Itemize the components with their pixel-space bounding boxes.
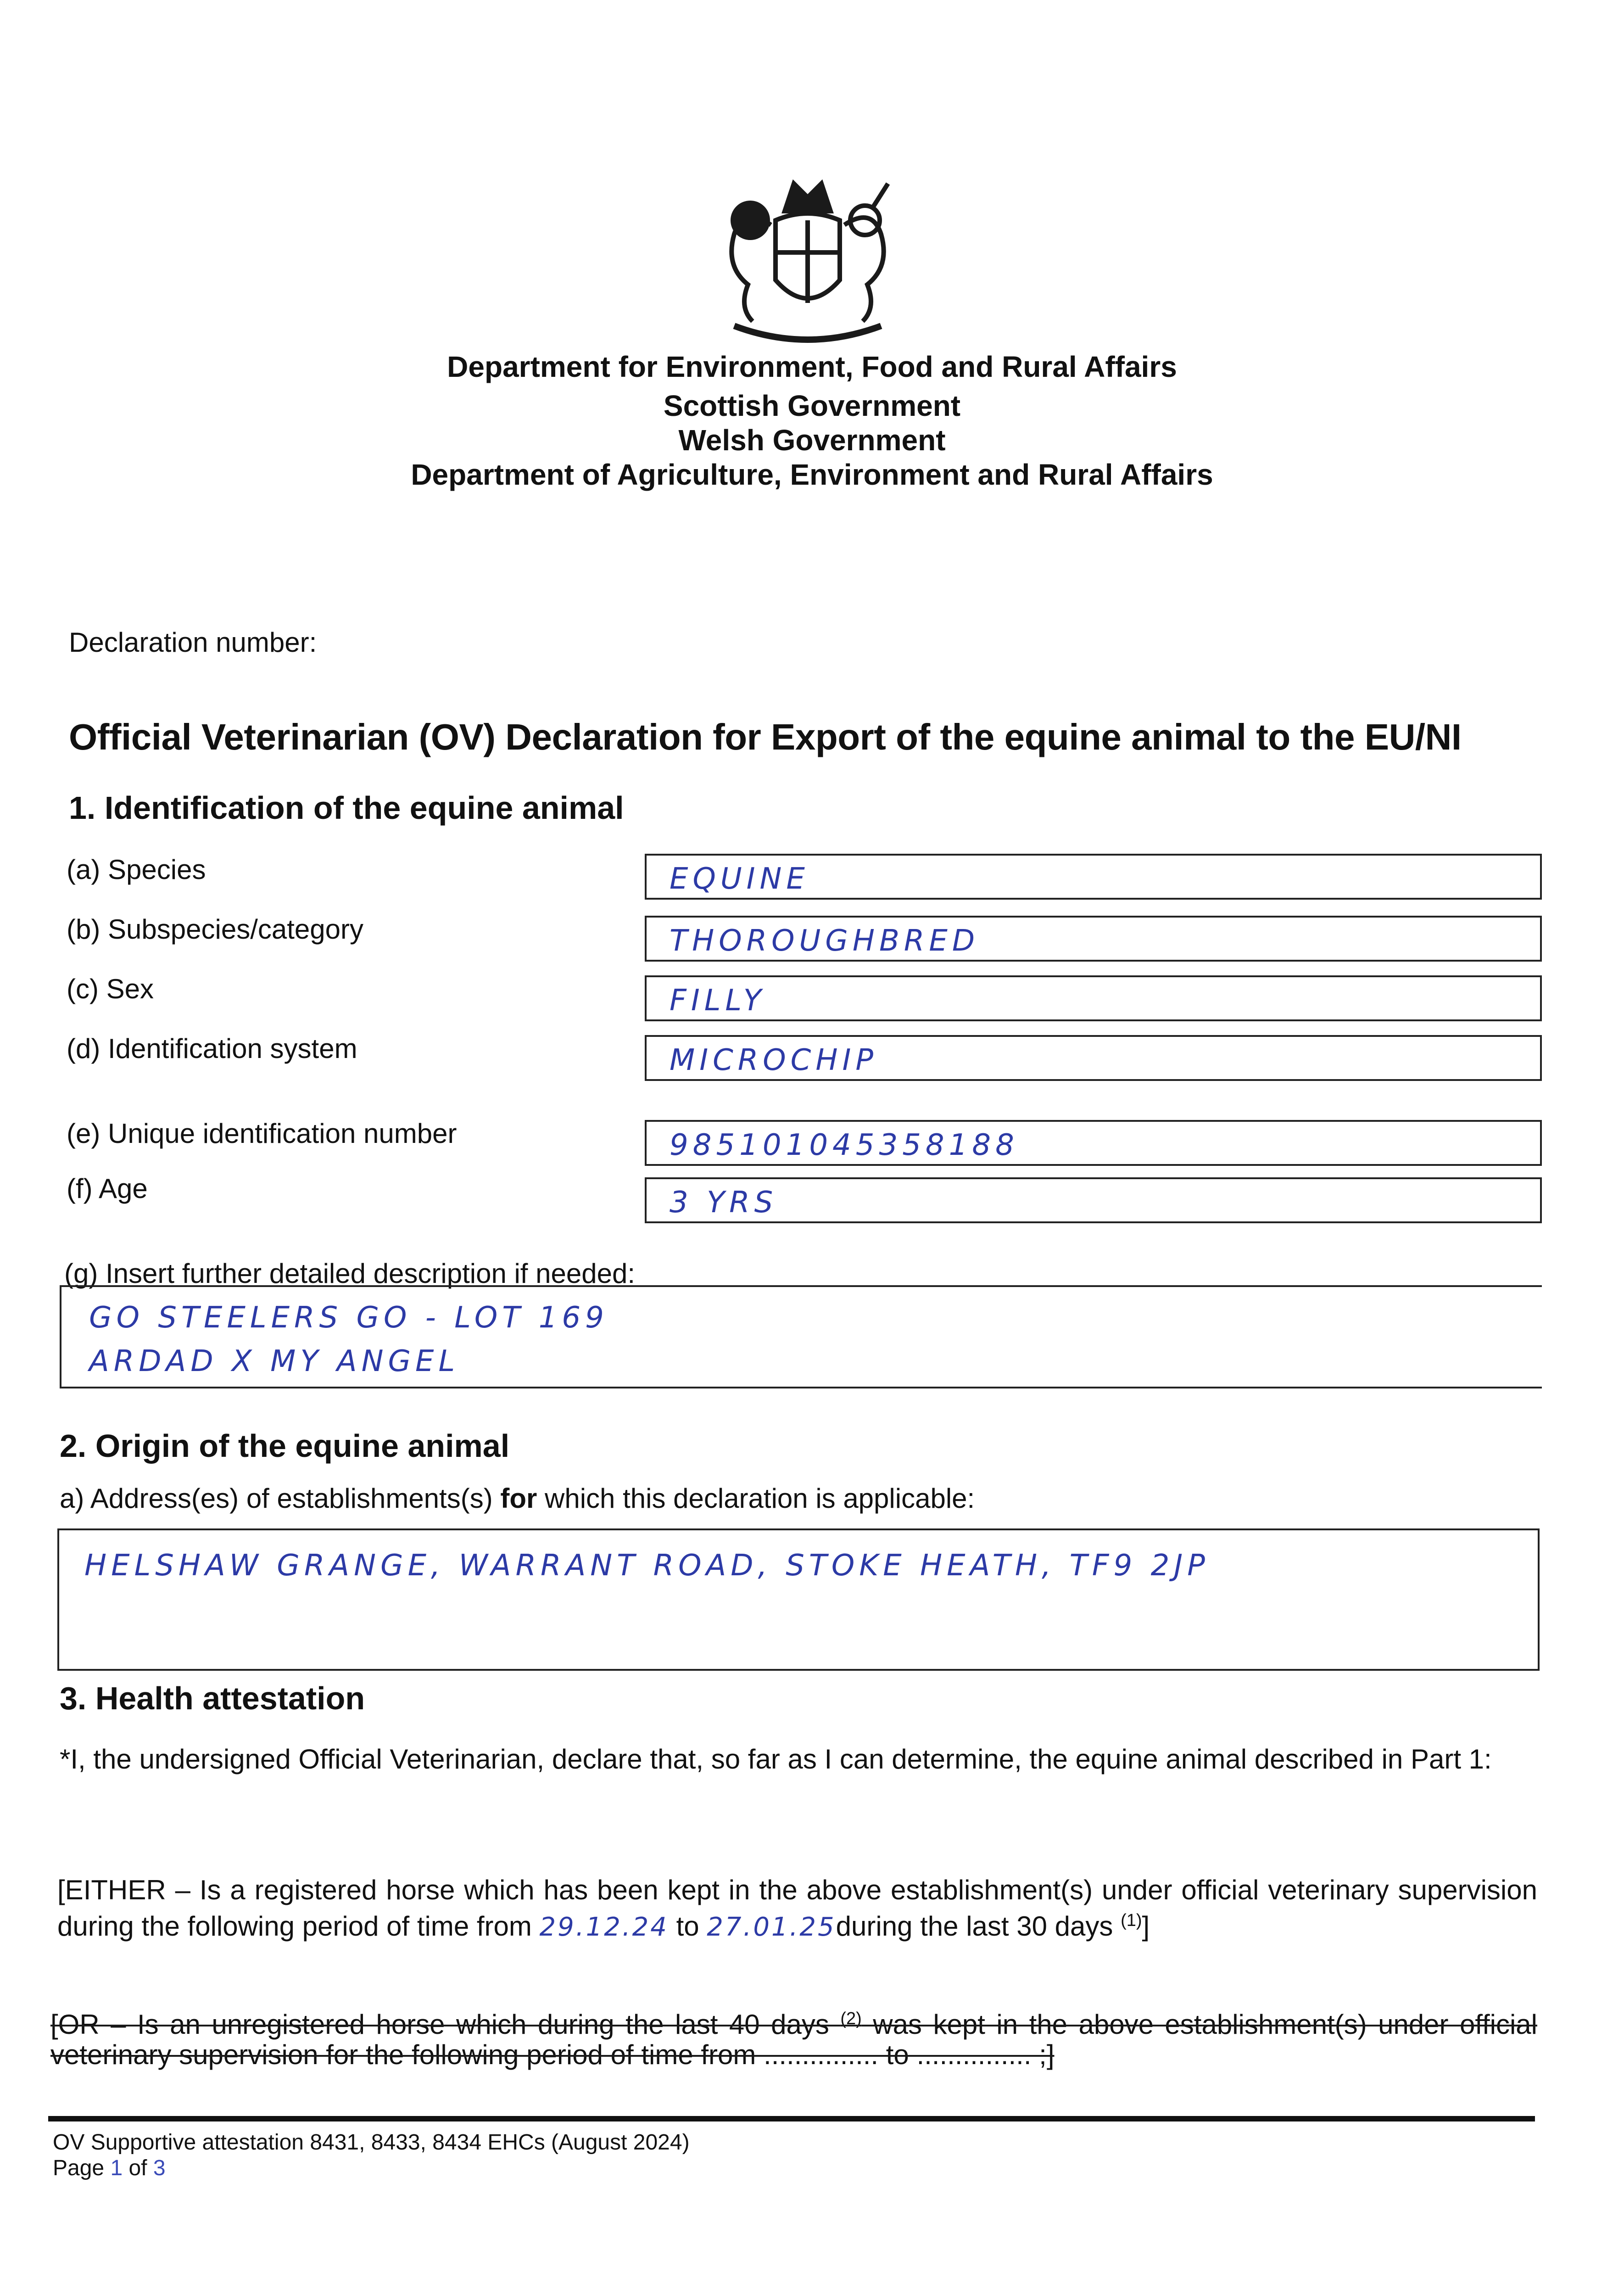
further-description-label: (g) Insert further detailed description if needed: [64, 1258, 636, 1289]
department-name-welsh-government: Welsh Government [678, 424, 946, 457]
address-field[interactable] [57, 1528, 1540, 1671]
section-2-heading: 2. Origin of the equine animal [60, 1428, 510, 1464]
either-from-date: 29.12.24 [539, 1912, 669, 1942]
page-number: Page 1 of 3 [53, 2156, 166, 2180]
sex-field[interactable] [645, 975, 1542, 1021]
department-name-scottish-government: Scottish Government [663, 389, 961, 422]
footer-divider [48, 2116, 1535, 2121]
section-1-heading: 1. Identification of the equine animal [69, 790, 624, 826]
species-value: EQUINE [670, 862, 809, 896]
species-label: (a) Species [67, 854, 206, 885]
further-description-field[interactable] [60, 1285, 1542, 1388]
footer-reference: OV Supportive attestation 8431, 8433, 8434 EHCs (August 2024) [53, 2130, 690, 2155]
department-name-defra: Department for Environment, Food and Rural Affairs [447, 350, 1177, 383]
either-to-date: 27.01.25 [707, 1912, 836, 1942]
further-description-line-1: GO STEELERS GO - LOT 169 [89, 1301, 608, 1335]
document-title: Official Veterinarian (OV) Declaration for Export of the equine animal to the EU/NI [69, 716, 1462, 757]
or-clause-struck-through: [OR – Is an unregistered horse which during the last 40 days $^{(2)}$ was kept in the above establishment(s) under official veterinary supervision for the following period of time from ............... to ............... ;] [50, 2009, 1537, 2070]
subspecies-field[interactable] [645, 916, 1542, 962]
identification-system-field[interactable] [645, 1035, 1542, 1081]
attestation-intro: *I, the undersigned Official Veterinarian, declare that, so far as I can determine, the equine animal described in Part 1: [60, 1744, 1492, 1774]
section-3-heading: 3. Health attestation [60, 1680, 365, 1716]
address-value: HELSHAW GRANGE, WARRANT ROAD, STOKE HEATH, TF9 2JP [84, 1549, 1210, 1583]
either-clause: [EITHER – Is a registered horse which has been kept in the above establishment(s) under official veterinary supervision during the following period of time from 29.12.24 to 27.01.25during the last 30 days $^{(1)}$] [57, 1875, 1537, 1942]
subspecies-value: THOROUGHBRED [670, 924, 980, 958]
age-value: 3 YRS [670, 1186, 778, 1220]
declaration-number-label: Declaration number: [69, 627, 317, 658]
royal-coat-of-arms-logo [707, 170, 909, 353]
unique-id-value: 985101045358188 [670, 1128, 1019, 1162]
identification-system-label: (d) Identification system [67, 1033, 357, 1064]
unique-id-field[interactable] [645, 1120, 1542, 1166]
age-label: (f) Age [67, 1173, 148, 1204]
unique-id-label: (e) Unique identification number [67, 1118, 457, 1149]
identification-system-value: MICROCHIP [670, 1043, 878, 1077]
department-name-daera: Department of Agriculture, Environment and Rural Affairs [411, 458, 1213, 491]
age-field[interactable] [645, 1177, 1542, 1223]
sex-value: FILLY [670, 984, 766, 1018]
further-description-line-2: ARDAD X MY ANGEL [89, 1344, 460, 1378]
address-label: a) Address(es) of establishments(s) for which this declaration is applicable: [60, 1483, 975, 1514]
sex-label: (c) Sex [67, 974, 154, 1004]
species-field[interactable] [645, 854, 1542, 900]
subspecies-label: (b) Subspecies/category [67, 914, 363, 945]
